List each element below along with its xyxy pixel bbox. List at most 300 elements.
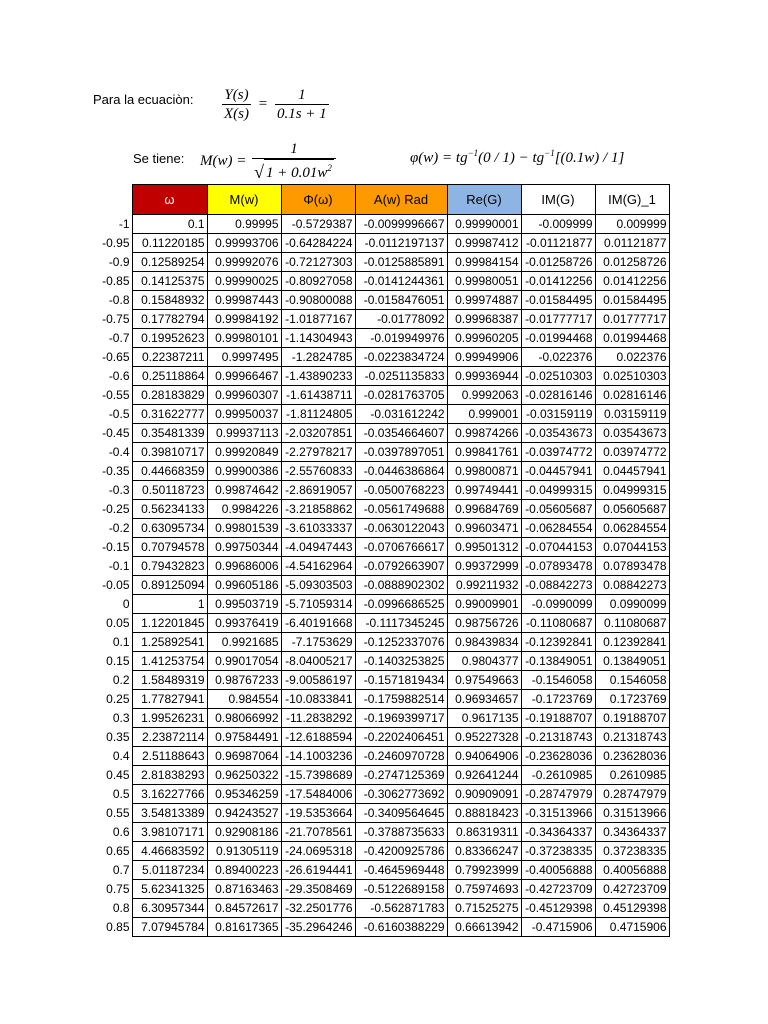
row-label: -0.35: [102, 464, 130, 478]
imag-part-1-value: 0.23628036: [595, 747, 669, 766]
omega-value: 0.39810717: [132, 443, 207, 462]
table-row: [98, 329, 669, 348]
real-part-value: 0.95227328: [447, 728, 521, 747]
phase-value: -3.21858862: [281, 500, 355, 519]
omega-value: 1.25892541: [132, 633, 207, 652]
phase-value: -2.03207851: [281, 424, 355, 443]
table-row: [98, 557, 669, 576]
magnitude-value: 0.99993706: [207, 234, 281, 253]
magnitude-value: 0.99376419: [207, 614, 281, 633]
angle-rad-value: -0.0888902302: [355, 576, 447, 595]
magnitude-value: 0.95346259: [207, 785, 281, 804]
row-label: -0.9: [108, 255, 130, 269]
imag-part-1-value: 0.01994468: [595, 329, 669, 348]
real-part-value: 0.99936944: [447, 367, 521, 386]
phase-value: -0.80927058: [281, 272, 355, 291]
angle-rad-value: -0.0251135833: [355, 367, 447, 386]
row-label: 0.05: [106, 616, 130, 630]
row-label: 0.6: [112, 825, 130, 839]
row-label: -0.4: [108, 445, 130, 459]
header-omega: ω: [132, 185, 207, 215]
header-imag-part-1: IM(G)_1: [595, 185, 669, 215]
table-row: [98, 633, 669, 652]
row-label: -0.2: [108, 521, 130, 535]
omega-value: 2.51188643: [132, 747, 207, 766]
header-imag-part: IM(G): [521, 185, 595, 215]
imag-part-1-value: 0.04999315: [595, 481, 669, 500]
imag-part-value: -0.40056888: [521, 861, 595, 880]
table-header-row: [98, 185, 669, 215]
table-row: [98, 899, 669, 918]
table-row: [98, 671, 669, 690]
magnitude-value: 0.99937113: [207, 424, 281, 443]
phase-value: -0.72127303: [281, 253, 355, 272]
imag-part-1-value: 0.01584495: [595, 291, 669, 310]
imag-part-1-value: 0.28747979: [595, 785, 669, 804]
table-row: [98, 728, 669, 747]
row-label: -0.25: [102, 502, 130, 516]
row-label: 0.1: [112, 635, 130, 649]
imag-part-1-value: 0.31513966: [595, 804, 669, 823]
phase-value: -8.04005217: [281, 652, 355, 671]
magnitude-value: 0.99605186: [207, 576, 281, 595]
phase-value: -5.71059314: [281, 595, 355, 614]
row-label: 0.35: [106, 730, 130, 744]
imag-part-value: -0.11080687: [521, 614, 595, 633]
sqrt-icon: √: [254, 162, 265, 182]
imag-part-1-value: 0.1546058: [595, 671, 669, 690]
row-label: 0: [122, 597, 130, 611]
row-label: -0.95: [102, 236, 130, 250]
imag-part-1-value: 0.42723709: [595, 880, 669, 899]
real-part-value: 0.99990001: [447, 215, 521, 234]
row-label: 0.7: [112, 863, 130, 877]
real-part-value: 0.99841761: [447, 443, 521, 462]
phase-value: -1.14304943: [281, 329, 355, 348]
table-row: [98, 595, 669, 614]
angle-rad-value: -0.4645969448: [355, 861, 447, 880]
angle-rad-value: -0.0630122043: [355, 519, 447, 538]
row-label: -0.55: [102, 388, 130, 402]
angle-rad-value: -0.0446386864: [355, 462, 447, 481]
imag-part-1-value: 0.07044153: [595, 538, 669, 557]
row-label: 0.4: [112, 749, 130, 763]
real-part-value: 0.98756726: [447, 614, 521, 633]
imag-part-value: -0.03974772: [521, 443, 595, 462]
magnitude-value: 0.99966467: [207, 367, 281, 386]
header-angle-rad: A(w) Rad: [355, 185, 447, 215]
phase-value: -9.00586197: [281, 671, 355, 690]
angle-rad-value: -0.4200925786: [355, 842, 447, 861]
imag-part-value: -0.2610985: [521, 766, 595, 785]
magnitude-value: 0.99874642: [207, 481, 281, 500]
phase-value: -7.1753629: [281, 633, 355, 652]
angle-rad-value: -0.3062773692: [355, 785, 447, 804]
real-part-value: 0.99211932: [447, 576, 521, 595]
imag-part-1-value: 0.04457941: [595, 462, 669, 481]
angle-rad-value: -0.0792663907: [355, 557, 447, 576]
magnitude-value: 0.99900386: [207, 462, 281, 481]
imag-part-value: -0.12392841: [521, 633, 595, 652]
phase-value: -2.55760833: [281, 462, 355, 481]
row-label: -1: [118, 217, 130, 231]
real-part-value: 0.99974887: [447, 291, 521, 310]
angle-rad-value: -0.0561749688: [355, 500, 447, 519]
row-label: -0.85: [102, 274, 130, 288]
omega-value: 0.63095734: [132, 519, 207, 538]
magnitude-value: 0.98767233: [207, 671, 281, 690]
imag-part-value: -0.28747979: [521, 785, 595, 804]
omega-value: 1.77827941: [132, 690, 207, 709]
imag-part-1-value: 0.01258726: [595, 253, 669, 272]
imag-part-1-value: 0.009999: [595, 215, 669, 234]
imag-part-value: -0.02510303: [521, 367, 595, 386]
magnitude-value: 0.99920849: [207, 443, 281, 462]
imag-part-value: -0.08842273: [521, 576, 595, 595]
angle-rad-value: -0.2747125369: [355, 766, 447, 785]
table-row: [98, 272, 669, 291]
imag-part-1-value: 0.34364337: [595, 823, 669, 842]
phase-value: -32.2501776: [281, 899, 355, 918]
row-label: 0.75: [106, 882, 130, 896]
imag-part-1-value: 0.11080687: [595, 614, 669, 633]
omega-value: 0.35481339: [132, 424, 207, 443]
real-part-value: 0.99960205: [447, 329, 521, 348]
table-row: [98, 500, 669, 519]
imag-part-value: -0.37238335: [521, 842, 595, 861]
angle-rad-value: -0.3788735633: [355, 823, 447, 842]
magnitude-value: 0.99992076: [207, 253, 281, 272]
phase-value: -1.01877167: [281, 310, 355, 329]
table-row: [98, 842, 669, 861]
angle-rad-value: -0.0706766617: [355, 538, 447, 557]
magnitude-value: 0.9984226: [207, 500, 281, 519]
imag-part-value: -0.022376: [521, 348, 595, 367]
phase-value: -12.6188594: [281, 728, 355, 747]
omega-value: 0.44668359: [132, 462, 207, 481]
phase-value: -3.61033337: [281, 519, 355, 538]
angle-rad-value: -0.0397897051: [355, 443, 447, 462]
table-row: [98, 690, 669, 709]
magnitude-value: 0.99017054: [207, 652, 281, 671]
table-row: [98, 405, 669, 424]
row-label: 0.5: [112, 787, 130, 801]
omega-value: 3.54813389: [132, 804, 207, 823]
phase-value: -29.3508469: [281, 880, 355, 899]
omega-value: 6.30957344: [132, 899, 207, 918]
angle-rad-value: -0.0099996667: [355, 215, 447, 234]
imag-part-1-value: 0.01412256: [595, 272, 669, 291]
magnitude-value: 0.9921685: [207, 633, 281, 652]
real-part-value: 0.99749441: [447, 481, 521, 500]
imag-part-1-value: 0.02510303: [595, 367, 669, 386]
imag-part-1-value: 0.40056888: [595, 861, 669, 880]
angle-rad-value: -0.0125885891: [355, 253, 447, 272]
angle-rad-value: -0.019949976: [355, 329, 447, 348]
real-part-value: 0.99980051: [447, 272, 521, 291]
phase-value: -1.43890233: [281, 367, 355, 386]
imag-part-value: -0.03159119: [521, 405, 595, 424]
table-row: [98, 918, 669, 937]
phase-value: -24.0695318: [281, 842, 355, 861]
table-row: [98, 576, 669, 595]
angle-rad-value: -0.2202406451: [355, 728, 447, 747]
omega-value: 0.31622777: [132, 405, 207, 424]
omega-value: 1: [132, 595, 207, 614]
magnitude-value: 0.99990025: [207, 272, 281, 291]
imag-part-1-value: 0.03974772: [595, 443, 669, 462]
row-label: -0.5: [108, 407, 130, 421]
magnitude-value: 0.99801539: [207, 519, 281, 538]
table-row: [98, 709, 669, 728]
real-part-value: 0.97549663: [447, 671, 521, 690]
row-label: 0.65: [106, 844, 130, 858]
angle-rad-value: -0.01778092: [355, 310, 447, 329]
angle-rad-value: -0.1969399717: [355, 709, 447, 728]
real-part-value: 0.90909091: [447, 785, 521, 804]
imag-part-1-value: 0.12392841: [595, 633, 669, 652]
imag-part-1-value: 0.08842273: [595, 576, 669, 595]
real-part-value: 0.94064906: [447, 747, 521, 766]
imag-part-value: -0.13849051: [521, 652, 595, 671]
real-part-value: 0.9992063: [447, 386, 521, 405]
magnitude-value: 0.99950037: [207, 405, 281, 424]
header-magnitude: M(w): [207, 185, 281, 215]
imag-part-1-value: 0.21318743: [595, 728, 669, 747]
real-part-value: 0.99800871: [447, 462, 521, 481]
phase-value: -2.86919057: [281, 481, 355, 500]
table-row: [98, 861, 669, 880]
row-label: -0.15: [102, 540, 130, 554]
imag-part-value: -0.01777717: [521, 310, 595, 329]
table-row: [98, 215, 669, 234]
omega-value: 1.99526231: [132, 709, 207, 728]
imag-part-value: -0.01121877: [521, 234, 595, 253]
table-row: [98, 481, 669, 500]
omega-value: 7.07945784: [132, 918, 207, 937]
table-row: [98, 652, 669, 671]
real-part-value: 0.83366247: [447, 842, 521, 861]
imag-part-1-value: 0.022376: [595, 348, 669, 367]
phase-value: -26.6194441: [281, 861, 355, 880]
angle-rad-value: -0.1759882514: [355, 690, 447, 709]
angle-rad-value: -0.0158476051: [355, 291, 447, 310]
real-part-value: 0.86319311: [447, 823, 521, 842]
phase-value: -35.2964246: [281, 918, 355, 937]
imag-part-1-value: 0.02816146: [595, 386, 669, 405]
row-label: -0.05: [102, 578, 130, 592]
omega-value: 1.41253754: [132, 652, 207, 671]
omega-value: 0.19952623: [132, 329, 207, 348]
imag-part-value: -0.01584495: [521, 291, 595, 310]
omega-value: 0.70794578: [132, 538, 207, 557]
imag-part-value: -0.45129398: [521, 899, 595, 918]
omega-value: 0.56234133: [132, 500, 207, 519]
omega-value: 0.22387211: [132, 348, 207, 367]
table-row: [98, 538, 669, 557]
real-part-value: 0.79923999: [447, 861, 521, 880]
omega-value: 0.50118723: [132, 481, 207, 500]
imag-part-1-value: 0.06284554: [595, 519, 669, 538]
imag-part-1-value: 0.4715906: [595, 918, 669, 937]
row-label: -0.1: [108, 559, 130, 573]
real-part-value: 0.99987412: [447, 234, 521, 253]
omega-value: 2.23872114: [132, 728, 207, 747]
se-tiene-label: Se tiene:: [133, 151, 185, 166]
omega-value: 0.12589254: [132, 253, 207, 272]
omega-value: 0.89125094: [132, 576, 207, 595]
angle-rad-value: -0.562871783: [355, 899, 447, 918]
transfer-function-formula: $\frac{Y(s)}{X(s)}$ = $\frac{1}{0.1s + 1}$: [224, 87, 327, 122]
real-part-value: 0.98439834: [447, 633, 521, 652]
table-row: [98, 386, 669, 405]
imag-part-value: -0.05605687: [521, 500, 595, 519]
magnitude-value: 0.99980101: [207, 329, 281, 348]
phase-value: -0.5729387: [281, 215, 355, 234]
row-label: -0.45: [102, 426, 130, 440]
imag-part-value: -0.07893478: [521, 557, 595, 576]
imag-part-value: -0.0990099: [521, 595, 595, 614]
omega-value: 1.58489319: [132, 671, 207, 690]
angle-rad-value: -0.0223834724: [355, 348, 447, 367]
omega-value: 2.81838293: [132, 766, 207, 785]
angle-rad-value: -0.1403253825: [355, 652, 447, 671]
imag-part-1-value: 0.05605687: [595, 500, 669, 519]
table-row: [98, 443, 669, 462]
imag-part-value: -0.19188707: [521, 709, 595, 728]
imag-part-value: -0.07044153: [521, 538, 595, 557]
magnitude-value: 0.91305119: [207, 842, 281, 861]
phase-value: -0.90800088: [281, 291, 355, 310]
table-row: [98, 519, 669, 538]
angle-rad-value: -0.0354664607: [355, 424, 447, 443]
omega-value: 0.79432823: [132, 557, 207, 576]
omega-value: 1.12201845: [132, 614, 207, 633]
transfer-function-rhs: $\frac{1}{0.1s + 1}$: [276, 87, 327, 122]
real-part-value: 0.66613942: [447, 918, 521, 937]
phase-value: -5.09303503: [281, 576, 355, 595]
imag-part-value: -0.31513966: [521, 804, 595, 823]
real-part-value: 0.88818423: [447, 804, 521, 823]
real-part-value: 0.75974693: [447, 880, 521, 899]
imag-part-value: -0.03543673: [521, 424, 595, 443]
phase-value: -19.5353664: [281, 804, 355, 823]
row-label: 0.85: [106, 920, 130, 934]
phase-value: -17.5484006: [281, 785, 355, 804]
row-label: 0.8: [112, 901, 130, 915]
magnitude-value: 0.96250322: [207, 766, 281, 785]
phase-value: -21.7078561: [281, 823, 355, 842]
phase-value: -15.7398689: [281, 766, 355, 785]
phase-value: -4.04947443: [281, 538, 355, 557]
omega-value: 0.17782794: [132, 310, 207, 329]
angle-rad-value: -0.0996686525: [355, 595, 447, 614]
row-label: 0.15: [106, 654, 130, 668]
table-row: [98, 804, 669, 823]
imag-part-value: -0.02816146: [521, 386, 595, 405]
real-part-value: 0.99372999: [447, 557, 521, 576]
imag-part-value: -0.01258726: [521, 253, 595, 272]
real-part-value: 0.99874266: [447, 424, 521, 443]
phase-value: -4.54162964: [281, 557, 355, 576]
magnitude-value: 0.99995: [207, 215, 281, 234]
magnitude-value: 0.99987443: [207, 291, 281, 310]
imag-part-value: -0.21318743: [521, 728, 595, 747]
phase-value: -6.40191668: [281, 614, 355, 633]
transfer-function-lhs: $\frac{Y(s)}{X(s)}$: [224, 87, 249, 122]
omega-value: 3.16227766: [132, 785, 207, 804]
magnitude-value: 0.94243527: [207, 804, 281, 823]
magnitude-value: 0.99984192: [207, 310, 281, 329]
magnitude-value: 0.99686006: [207, 557, 281, 576]
imag-part-value: -0.4715906: [521, 918, 595, 937]
phase-value: -10.0833841: [281, 690, 355, 709]
header-phase: Φ(ω): [281, 185, 355, 215]
imag-part-value: -0.23628036: [521, 747, 595, 766]
imag-part-1-value: 0.0990099: [595, 595, 669, 614]
phase-value: -1.81124805: [281, 405, 355, 424]
table-row: [98, 823, 669, 842]
magnitude-value: 0.84572617: [207, 899, 281, 918]
omega-value: 4.46683592: [132, 842, 207, 861]
table-row: [98, 747, 669, 766]
table-row: [98, 785, 669, 804]
table-row: [98, 291, 669, 310]
row-label: 0.55: [106, 806, 130, 820]
magnitude-value: 0.97584491: [207, 728, 281, 747]
table-row: [98, 253, 669, 272]
phase-value: -0.64284224: [281, 234, 355, 253]
row-label: -0.3: [108, 483, 130, 497]
phase-value: -2.27978217: [281, 443, 355, 462]
imag-part-1-value: 0.2610985: [595, 766, 669, 785]
angle-rad-value: -0.1252337076: [355, 633, 447, 652]
phase-value: -14.1003236: [281, 747, 355, 766]
omega-value: 0.11220185: [132, 234, 207, 253]
header-real-part: Re(G): [447, 185, 521, 215]
omega-value: 5.62341325: [132, 880, 207, 899]
row-label: -0.6: [108, 369, 130, 383]
magnitude-value: 0.99503719: [207, 595, 281, 614]
imag-part-value: -0.01412256: [521, 272, 595, 291]
phase-value: -11.2838292: [281, 709, 355, 728]
omega-value: 0.1: [132, 215, 207, 234]
imag-part-1-value: 0.03543673: [595, 424, 669, 443]
imag-part-1-value: 0.19188707: [595, 709, 669, 728]
table-body: [98, 215, 669, 937]
magnitude-value: 0.99960307: [207, 386, 281, 405]
row-label: 0.2: [112, 673, 130, 687]
real-part-value: 0.99949906: [447, 348, 521, 367]
row-label: 0.25: [106, 692, 130, 706]
magnitude-value: 0.9997495: [207, 348, 281, 367]
real-part-value: 0.99009901: [447, 595, 521, 614]
angle-rad-value: -0.2460970728: [355, 747, 447, 766]
row-label: 0.45: [106, 768, 130, 782]
real-part-value: 0.96934657: [447, 690, 521, 709]
angle-rad-value: -0.0281763705: [355, 386, 447, 405]
imag-part-1-value: 0.45129398: [595, 899, 669, 918]
real-part-value: 0.99968387: [447, 310, 521, 329]
real-part-value: 0.71525275: [447, 899, 521, 918]
magnitude-value: 0.98066992: [207, 709, 281, 728]
real-part-value: 0.99603471: [447, 519, 521, 538]
magnitude-value: 0.99750344: [207, 538, 281, 557]
real-part-value: 0.9617135: [447, 709, 521, 728]
imag-part-value: -0.009999: [521, 215, 595, 234]
real-part-value: 0.999001: [447, 405, 521, 424]
omega-value: 5.01187234: [132, 861, 207, 880]
